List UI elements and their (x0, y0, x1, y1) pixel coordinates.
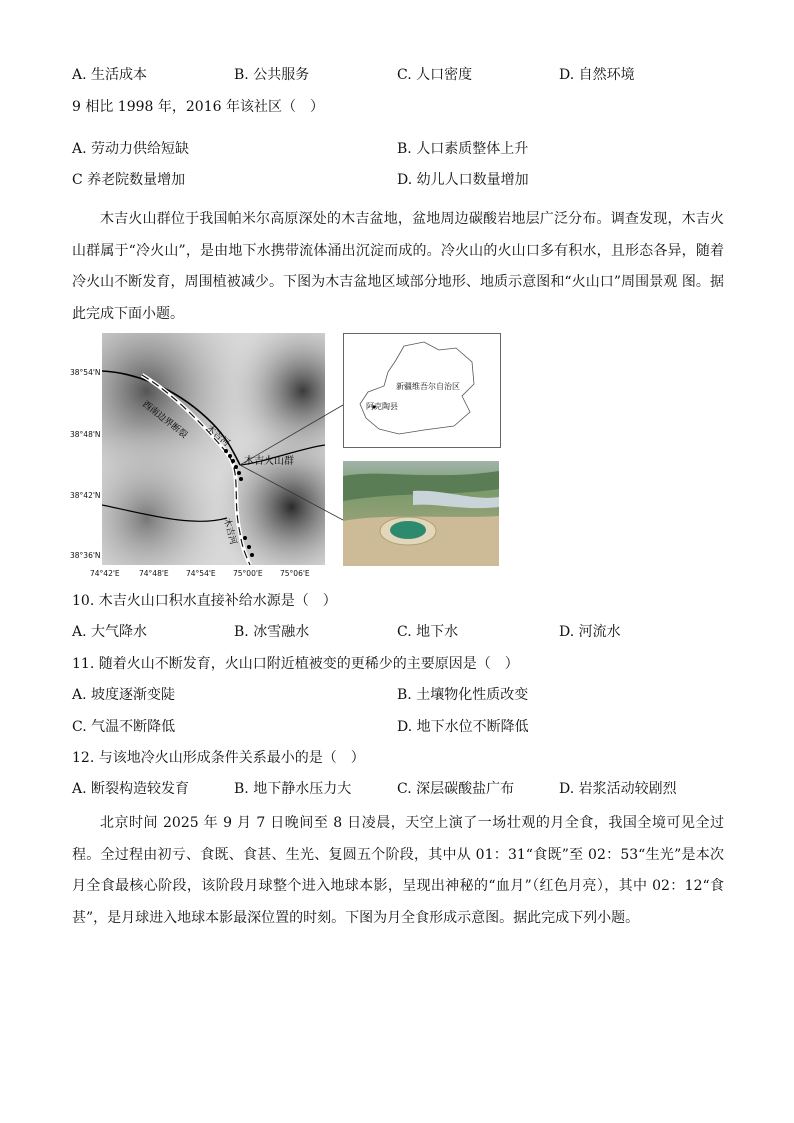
q10-stem: 10. 木吉火山口积水直接补给水源是（ ） (72, 593, 337, 609)
lat-label-3848: 38°48'N (70, 430, 101, 439)
q9-option-a: A. 劳动力供给短缺 (72, 141, 190, 157)
q8-option-c: C. 人口密度 (397, 67, 473, 83)
lon-label-7500: 75°00'E (233, 569, 263, 578)
lat-label-3842: 38°42'N (70, 491, 101, 500)
q9-option-b: B. 人口素质整体上升 (397, 141, 529, 157)
q10-option-a: A. 大气降水 (72, 624, 148, 640)
q10-option-b: B. 冰雪融水 (234, 624, 310, 640)
lon-label-7454: 74°54'E (186, 569, 216, 578)
river-label-north: 木吉河 (204, 423, 232, 449)
q8-option-d: D. 自然环境 (559, 67, 635, 83)
q8-option-b: B. 公共服务 (234, 67, 310, 83)
q12-option-c: C. 深层碳酸盐广布 (397, 781, 515, 797)
q9-option-c: C 养老院数量增加 (72, 172, 186, 188)
inset-location-map (343, 333, 501, 448)
lon-label-7448: 74°48'E (139, 569, 169, 578)
volcano-group-label: 木吉火山群 (244, 456, 294, 467)
lon-label-7506: 75°06'E (280, 569, 310, 578)
lat-label-3836: 38°36'N (70, 551, 101, 560)
q11-option-c: C. 气温不断降低 (72, 719, 176, 735)
crater-photo (343, 461, 499, 566)
inset-region-label: 新疆维吾尔自治区 (396, 382, 460, 391)
q8-option-a: A. 生活成本 (72, 67, 148, 83)
lat-label-3854: 38°54'N (70, 368, 101, 377)
lon-label-7442: 74°42'E (90, 569, 120, 578)
q12-option-d: D. 岩浆活动较剧烈 (559, 781, 677, 797)
q9-option-d: D. 幼儿人口数量增加 (397, 172, 529, 188)
q10-option-d: D. 河流水 (559, 624, 621, 640)
river-label-south: 木吉河 (221, 517, 238, 546)
q11-option-d: D. 地下水位不断降低 (397, 719, 529, 735)
q11-stem: 11. 随着火山不断发育，火山口附近植被变的更稀少的主要原因是（ ） (72, 656, 519, 672)
fault-label: 西南边界断裂 (140, 399, 189, 441)
q10-option-c: C. 地下水 (397, 624, 459, 640)
q11-option-b: B. 土壤物化性质改变 (397, 687, 529, 703)
q12-option-a: A. 断裂构造较发育 (72, 781, 190, 797)
inset-county-label: 阿克陶县 (366, 402, 398, 411)
q9-stem: 9 相比 1998 年，2016 年该社区（ ） (72, 99, 324, 115)
passage-lunar-eclipse: 北京时间 2025 年 9 月 7 日晚间至 8 日凌晨，天空上演了一场壮观的月全食，我国全境可见全过程。全过程由初亏、食既、食甚、生光、复圆五个阶段，其中从 01：31“食既”至 02：53“生光”是本次月全食最核心阶段，该阶段月球整个进入地球本影，呈现出神秘的“血月”（红色月亮），其中 02：12“食甚”，是月球进入地球本影最深位置的时刻。下图为月全食形成示意图。据此完成下列小题。 (72, 815, 724, 926)
q11-option-a: A. 坡度逐渐变陡 (72, 687, 176, 703)
q12-stem: 12. 与该地冷火山形成条件关系最小的是（ ） (72, 750, 365, 766)
q12-option-b: B. 地下静水压力大 (234, 781, 352, 797)
passage-mujie-volcano: 木吉火山群位于我国帕米尔高原深处的木吉盆地，盆地周边碳酸岩地层广泛分布。调查发现，木吉火山群属于“冷火山”，是由地下水携带流体涌出沉淀而成的。冷火山的火山口多有积水，且形态各异，随着冷火山不断发育，周围植被减少。下图为木吉盆地区域部分地形、地质示意图和“火山口”周围景观 图。据此完成下面小题。 (72, 211, 724, 322)
